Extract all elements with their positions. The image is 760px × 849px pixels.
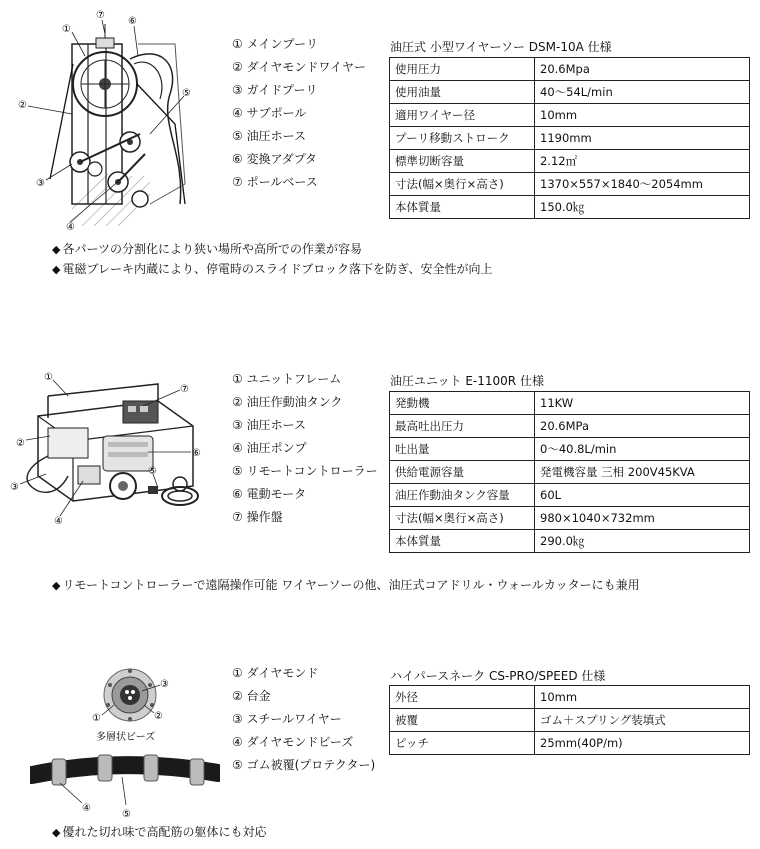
spec-title: ハイパースネーク CS-PRO/SPEED 仕様 bbox=[390, 669, 606, 683]
feature-note: ◆ 電磁ブレーキ内蔵により、停電時のスライドブロック落下を防ぎ、安全性が向上 bbox=[52, 262, 493, 276]
part-item: ① ユニットフレーム bbox=[232, 372, 342, 386]
callout-marker: ① bbox=[62, 24, 71, 35]
part-item: ② 油圧作動油タンク bbox=[232, 395, 343, 409]
spec-value: 1190mm bbox=[535, 127, 750, 150]
part-item: ② 台金 bbox=[232, 689, 271, 703]
table-row bbox=[390, 58, 750, 81]
table-row bbox=[390, 461, 750, 484]
callout-marker: ⑦ bbox=[180, 384, 189, 395]
spec-key: 適用ワイヤー径 bbox=[390, 104, 535, 127]
callout-marker: ⑤ bbox=[148, 466, 157, 477]
table-row bbox=[390, 438, 750, 461]
section-hydraulic-unit bbox=[0, 360, 760, 600]
part-item: ⑦ ポールベース bbox=[232, 175, 318, 189]
spec-value: 150.0㎏ bbox=[535, 196, 750, 219]
parts-list bbox=[232, 368, 378, 529]
spec-key: プーリ移動ストローク bbox=[390, 127, 535, 150]
table-row bbox=[390, 104, 750, 127]
table-row bbox=[390, 709, 750, 732]
spec-key: 寸法(幅×奥行×高さ) bbox=[390, 173, 535, 196]
spec-table bbox=[389, 685, 750, 755]
spec-key: 使用圧力 bbox=[390, 58, 535, 81]
table-row bbox=[390, 686, 750, 709]
callout-marker: ④ bbox=[82, 803, 91, 814]
table-row bbox=[390, 127, 750, 150]
spec-table bbox=[389, 57, 750, 219]
spec-value: 11KW bbox=[535, 392, 750, 415]
spec-value: 2.12㎡ bbox=[535, 150, 750, 173]
part-item: ④ サブポール bbox=[232, 106, 307, 120]
callout-marker: ⑦ bbox=[96, 10, 105, 21]
spec-value: 40～54L/min bbox=[535, 81, 750, 104]
part-item: ⑤ リモートコントローラー bbox=[232, 464, 378, 478]
table-row bbox=[390, 530, 750, 553]
callout-marker: ③ bbox=[160, 679, 169, 690]
bullet-icon: ◆ bbox=[52, 826, 61, 839]
callout-marker: ③ bbox=[36, 178, 45, 189]
part-item: ⑤ ゴム被覆(プロテクター) bbox=[232, 758, 376, 772]
callout-marker: ⑤ bbox=[182, 88, 191, 99]
table-row bbox=[390, 484, 750, 507]
spec-table bbox=[389, 391, 750, 553]
table-row bbox=[390, 150, 750, 173]
spec-value: 20.6MPa bbox=[535, 415, 750, 438]
spec-value: 10mm bbox=[535, 104, 750, 127]
section-wire-saw bbox=[0, 0, 760, 280]
table-row bbox=[390, 81, 750, 104]
part-item: ④ ダイヤモンドビーズ bbox=[232, 735, 354, 749]
part-item: ⑦ 操作盤 bbox=[232, 510, 283, 524]
spec-value: 60L bbox=[535, 484, 750, 507]
spec-key: 供給電源容量 bbox=[390, 461, 535, 484]
spec-value: ゴム＋スプリング装填式 bbox=[535, 709, 750, 732]
parts-list bbox=[232, 33, 366, 194]
part-item: ① ダイヤモンド bbox=[232, 666, 319, 680]
part-item: ③ 油圧ホース bbox=[232, 418, 306, 432]
spec-key: 本体質量 bbox=[390, 530, 535, 553]
parts-list bbox=[232, 662, 375, 777]
spec-key: 発動機 bbox=[390, 392, 535, 415]
part-item: ① メインプーリ bbox=[232, 37, 318, 51]
spec-key: 寸法(幅×奥行×高さ) bbox=[390, 507, 535, 530]
callout-marker: ② bbox=[16, 438, 25, 449]
part-item: ⑤ 油圧ホース bbox=[232, 129, 306, 143]
bead-caption: 多層状ビーズ bbox=[96, 732, 156, 743]
callout-marker: ② bbox=[154, 711, 163, 722]
callout-marker: ④ bbox=[66, 222, 75, 232]
part-item: ② ダイヤモンドワイヤー bbox=[232, 60, 366, 74]
callout-marker: ① bbox=[92, 713, 101, 724]
table-row bbox=[390, 507, 750, 530]
spec-value: 発電機容量 三相 200V45KVA bbox=[535, 461, 750, 484]
callout-marker: ⑥ bbox=[192, 448, 201, 459]
spec-title: 油圧式 小型ワイヤーソー DSM-10A 仕様 bbox=[390, 40, 612, 54]
part-item: ⑥ 電動モータ bbox=[232, 487, 307, 501]
spec-key: 標準切断容量 bbox=[390, 150, 535, 173]
spec-key: 外径 bbox=[390, 686, 535, 709]
part-item: ③ ガイドプーリ bbox=[232, 83, 318, 97]
callout-marker: ③ bbox=[10, 482, 19, 493]
spec-key: 油圧作動油タンク容量 bbox=[390, 484, 535, 507]
spec-value: 10mm bbox=[535, 686, 750, 709]
callout-marker: ① bbox=[44, 372, 53, 383]
spec-title: 油圧ユニット E-1100R 仕様 bbox=[390, 374, 544, 388]
part-item: ③ スチールワイヤー bbox=[232, 712, 342, 726]
spec-value: 290.0㎏ bbox=[535, 530, 750, 553]
callout-marker: ② bbox=[18, 100, 27, 111]
spec-value: 0～40.8L/min bbox=[535, 438, 750, 461]
spec-value: 980×1040×732mm bbox=[535, 507, 750, 530]
table-row bbox=[390, 415, 750, 438]
spec-key: 吐出量 bbox=[390, 438, 535, 461]
callout-marker: ⑥ bbox=[128, 16, 137, 27]
callout-marker: ④ bbox=[54, 516, 63, 526]
bullet-icon: ◆ bbox=[52, 579, 61, 592]
spec-value: 1370×557×1840～2054mm bbox=[535, 173, 750, 196]
spec-key: 本体質量 bbox=[390, 196, 535, 219]
wire-saw-illustration bbox=[10, 4, 215, 232]
spec-key: ピッチ bbox=[390, 732, 535, 755]
part-item: ⑥ 変換アダプタ bbox=[232, 152, 317, 166]
part-item: ④ 油圧ポンプ bbox=[232, 441, 307, 455]
table-row bbox=[390, 196, 750, 219]
table-row bbox=[390, 173, 750, 196]
feature-note: ◆ リモートコントローラーで遠隔操作可能 ワイヤーソーの他、油圧式コアドリル・ウォールカッターにも兼用 bbox=[52, 578, 640, 592]
diamond-wire-illustration bbox=[30, 655, 220, 820]
bullet-icon: ◆ bbox=[52, 243, 61, 256]
feature-note: ◆ 優れた切れ味で高配筋の躯体にも対応 bbox=[52, 825, 267, 839]
section-diamond-wire bbox=[0, 655, 760, 849]
spec-value: 25mm(40P/m) bbox=[535, 732, 750, 755]
table-row bbox=[390, 392, 750, 415]
spec-key: 最高吐出圧力 bbox=[390, 415, 535, 438]
spec-key: 被覆 bbox=[390, 709, 535, 732]
callout-marker: ⑤ bbox=[122, 809, 131, 820]
table-row bbox=[390, 732, 750, 755]
hydraulic-unit-illustration bbox=[8, 366, 213, 526]
spec-key: 使用油量 bbox=[390, 81, 535, 104]
feature-note: ◆ 各パーツの分割化により狭い場所や高所での作業が容易 bbox=[52, 242, 362, 256]
bullet-icon: ◆ bbox=[52, 263, 61, 276]
spec-value: 20.6Mpa bbox=[535, 58, 750, 81]
